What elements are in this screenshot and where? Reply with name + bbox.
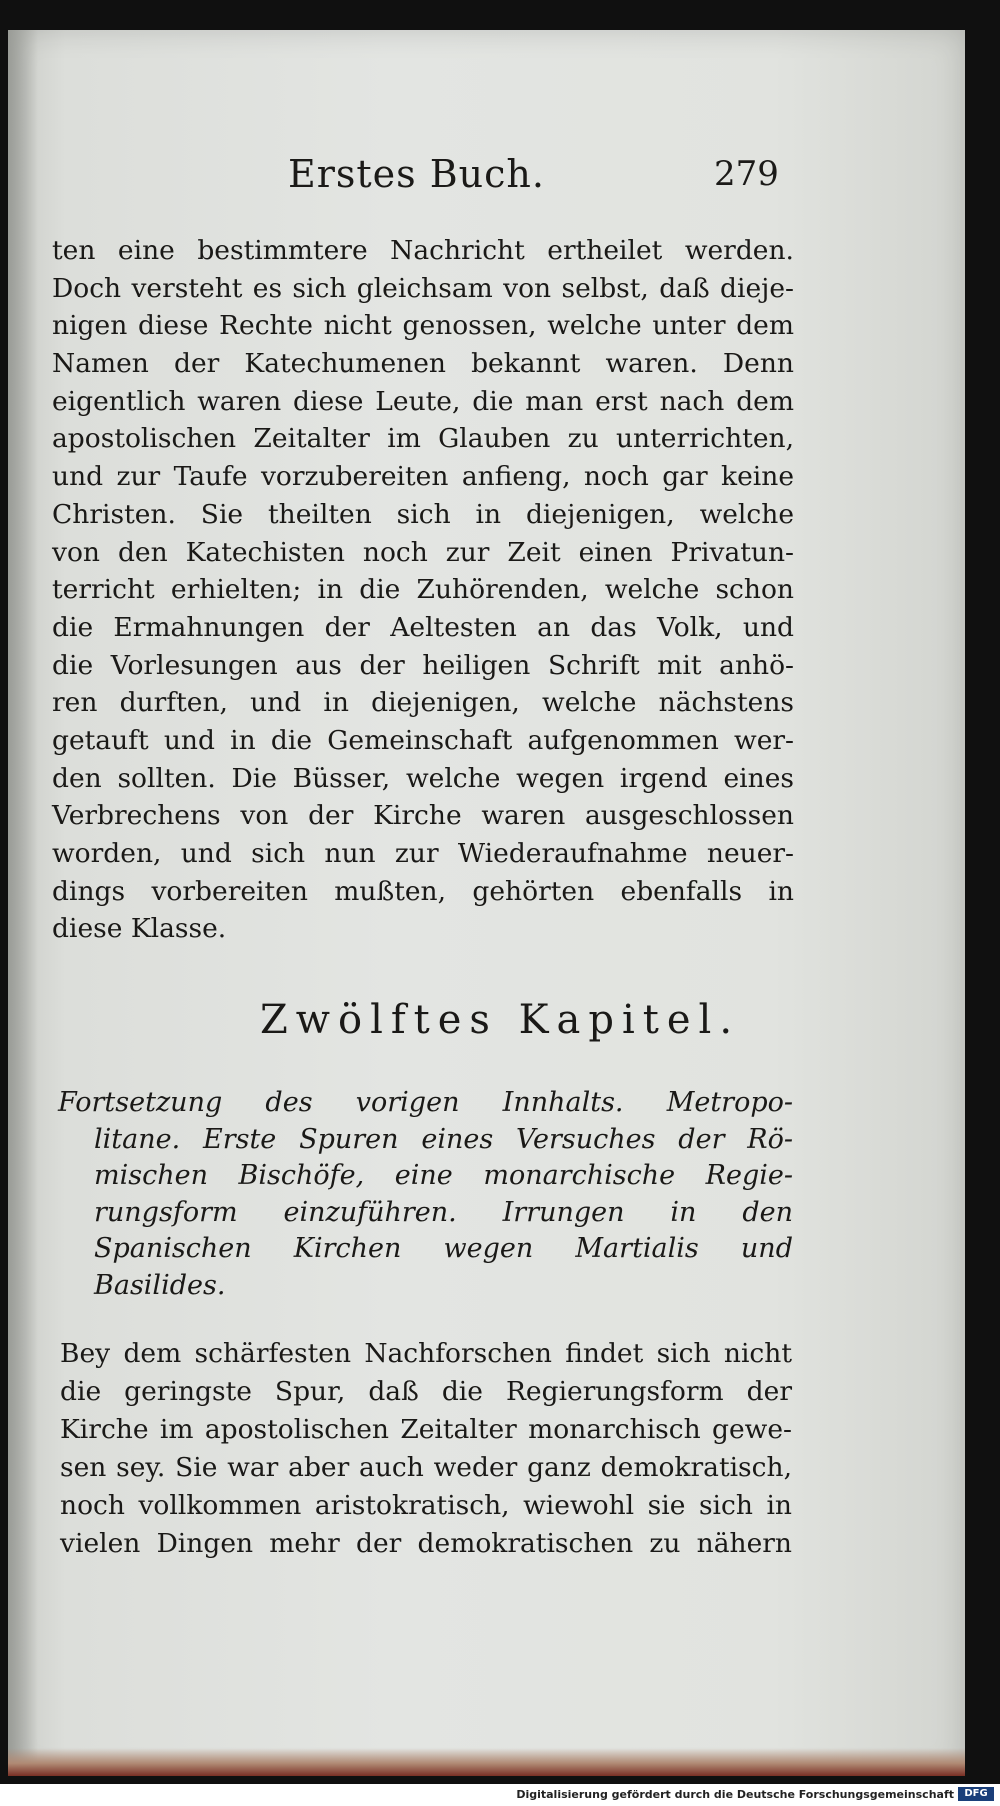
page-gutter-shadow xyxy=(8,30,38,1775)
text-line: die Ermahnungen der Aeltesten an das Volk, und xyxy=(52,611,794,643)
summary-line: Fortsetzung des vorigen Innhalts. Metropo- xyxy=(58,1087,793,1118)
text-line: ren durften, und in diejenigen, welche nächstens xyxy=(52,687,794,719)
running-head: Erstes Buch. xyxy=(288,152,545,196)
text-line: die geringste Spur, daß die Regierungsform der xyxy=(60,1376,792,1407)
text-line: und zur Taufe vorzubereiten anfieng, noch gar keine xyxy=(52,461,794,493)
text-line: ten eine bestimmtere Nachricht ertheilet werden. xyxy=(52,235,794,266)
text-line: noch vollkommen aristokratisch, wiewohl sie sich in xyxy=(60,1490,792,1521)
page-header xyxy=(0,152,1000,202)
dfg-logo: DFG xyxy=(958,1787,994,1801)
text-line: diese Klasse. xyxy=(52,913,227,945)
page-number: 279 xyxy=(714,154,779,194)
paragraph-2 xyxy=(60,1335,792,1563)
summary-line: mischen Bischöfe, eine monarchische Regie- xyxy=(94,1160,793,1192)
text-line: Doch versteht es sich gleichsam von selbst, daß dieje- xyxy=(52,272,794,304)
text-line: die Vorlesungen aus der heiligen Schrift mit anhö- xyxy=(52,649,794,681)
funding-credit: Digitalisierung gefördert durch die Deutsche Forschungsgemeinschaft xyxy=(516,1788,954,1801)
summary-line: Basilides. xyxy=(94,1269,226,1301)
page-bottom-edge xyxy=(8,1748,965,1776)
text-line: apostolischen Zeitalter im Glauben zu unterrichten, xyxy=(52,423,794,455)
chapter-summary xyxy=(58,1085,793,1305)
digitization-footer xyxy=(0,1784,1000,1806)
text-line: vielen Dingen mehr der demokratischen zu nähern xyxy=(60,1528,792,1559)
text-line: von den Katechisten noch zur Zeit einen Privatun- xyxy=(52,536,794,568)
text-line: worden, und sich nun zur Wiederaufnahme neuer- xyxy=(52,838,794,869)
text-line: sen sey. Sie war aber auch weder ganz demokratisch, xyxy=(60,1452,792,1483)
paragraph-1 xyxy=(52,232,794,948)
text-line: Kirche im apostolischen Zeitalter monarchisch gewe- xyxy=(60,1414,792,1445)
text-line: nigen diese Rechte nicht genossen, welche unter dem xyxy=(52,310,794,342)
summary-line: Spanischen Kirchen wegen Martialis und xyxy=(94,1233,793,1265)
text-line: Namen der Katechumenen bekannt waren. Denn xyxy=(52,348,794,380)
text-line: eigentlich waren diese Leute, die man erst nach dem xyxy=(52,385,794,417)
summary-line: rungsform einzuführen. Irrungen in den xyxy=(94,1196,793,1228)
text-line: getauft und in die Gemeinschaft aufgenommen wer- xyxy=(52,724,794,756)
chapter-title: Zwölftes Kapitel. xyxy=(259,997,741,1043)
text-line: Verbrechens von der Kirche waren ausgeschlossen xyxy=(52,800,794,832)
text-line: Bey dem schärfesten Nachforschen findet sich nicht xyxy=(60,1338,792,1369)
text-line: den sollten. Die Büsser, welche wegen irgend eines xyxy=(52,762,794,794)
text-line: Christen. Sie theilten sich in diejenigen, welche xyxy=(52,498,794,530)
summary-line: litane. Erste Spuren eines Versuches der Rö- xyxy=(94,1123,793,1155)
text-line: dings vorbereiten mußten, gehörten ebenfalls in xyxy=(52,875,794,907)
text-line: terricht erhielten; in die Zuhörenden, welche schon xyxy=(52,574,794,606)
